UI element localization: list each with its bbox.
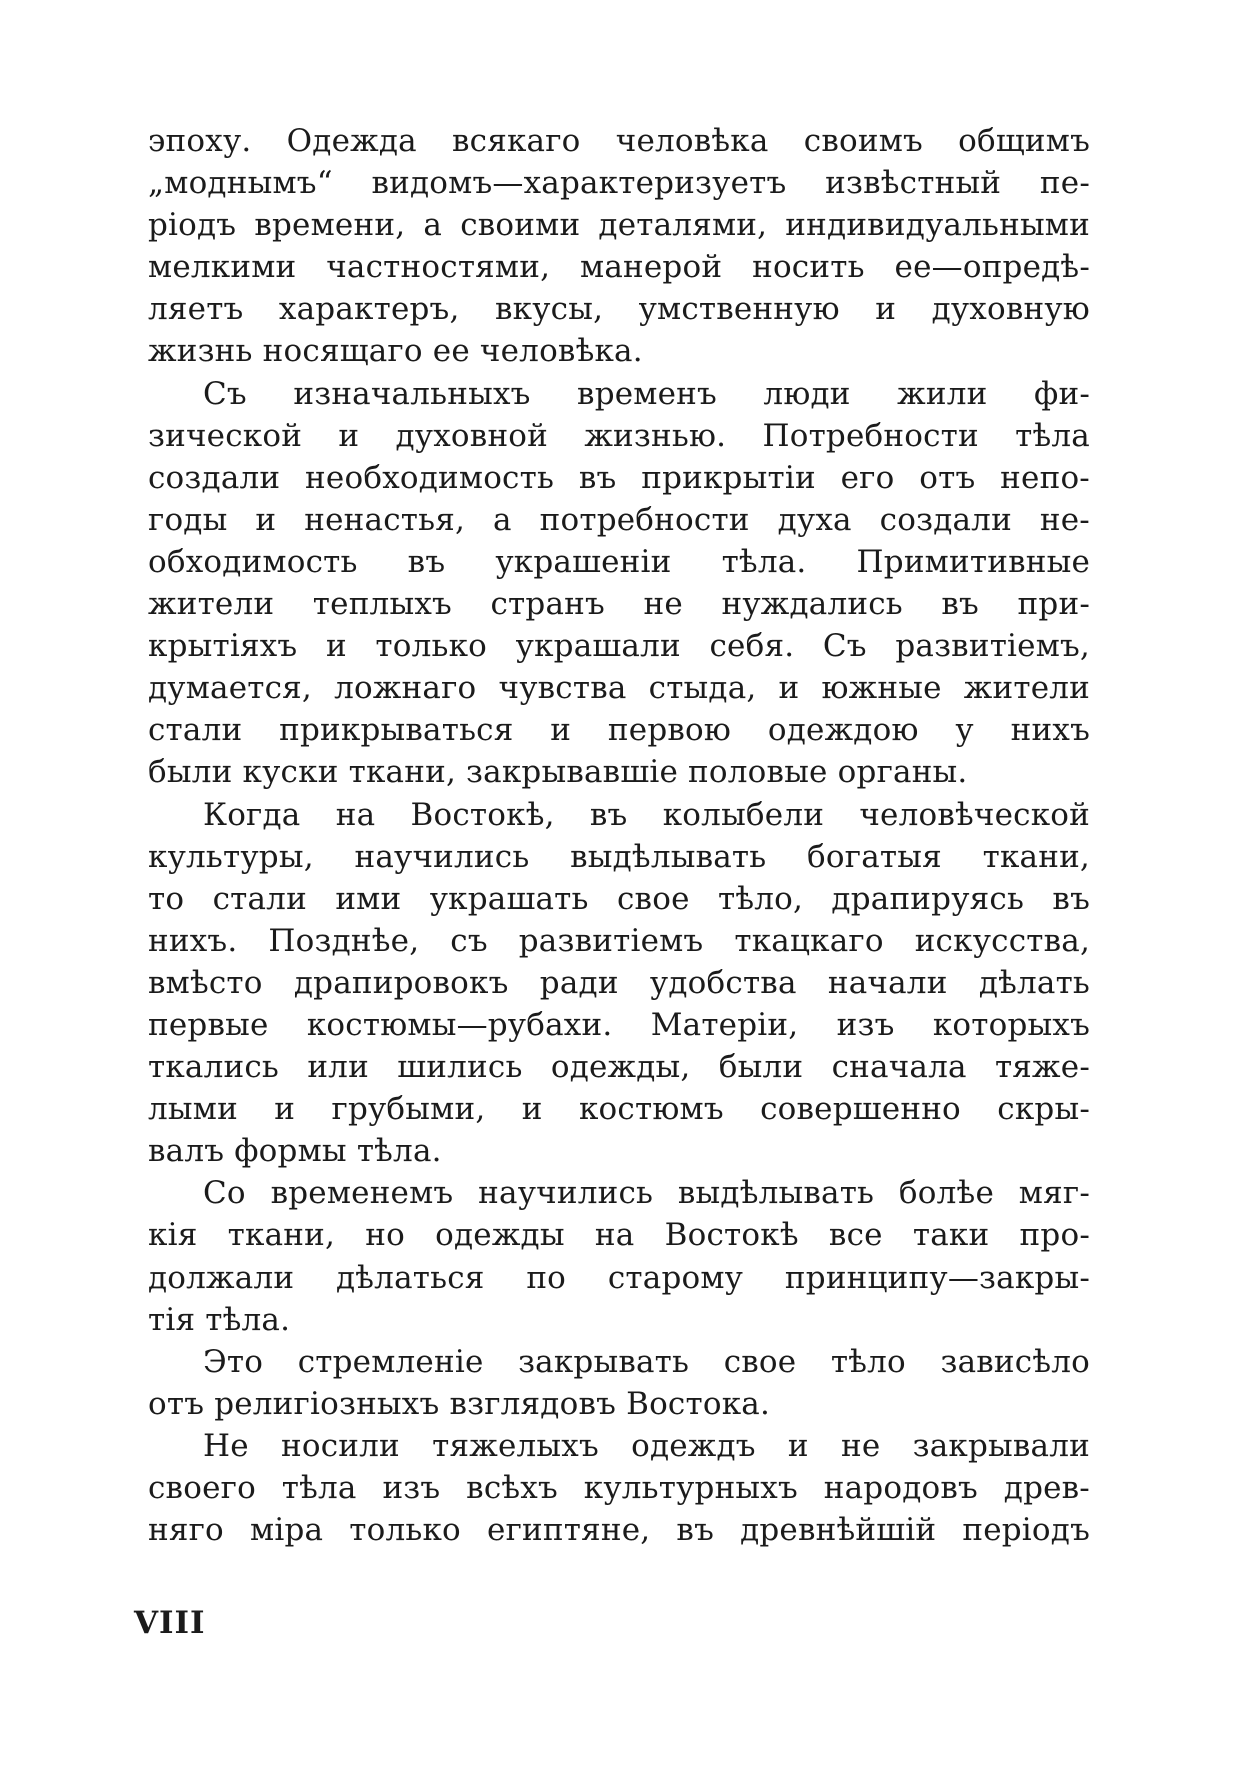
text-line: крытіяхъ и только украшали себя. Съ развитіемъ,	[148, 628, 1090, 665]
text-line: должали дѣлаться по старому принципу—закры-	[148, 1259, 1090, 1296]
text-line: создали необходимость въ прикрытіи его отъ непо-	[148, 459, 1090, 496]
text-line: то стали ими украшать свое тѣло, драпируясь въ	[148, 880, 1090, 917]
text-line: своего тѣла изъ всѣхъ культурныхъ народовъ древ-	[148, 1470, 1090, 1506]
text-line: зической и духовной жизнью. Потребности тѣла	[148, 417, 1090, 454]
text-line: годы и ненастья, а потребности духа создали не-	[148, 501, 1090, 538]
text-line: „моднымъ“ видомъ—характеризуетъ извѣстный пе-	[148, 165, 1090, 202]
text-line: жизнь носящаго ее человѣка.	[148, 333, 643, 370]
text-line: культуры, научились выдѣлывать богатыя ткани,	[148, 838, 1090, 875]
text-line: были куски ткани, закрывавшіе половые органы.	[148, 754, 968, 791]
text-line: лыми и грубыми, и костюмъ совершенно скры-	[148, 1091, 1090, 1128]
text-line: валъ формы тѣла.	[148, 1133, 442, 1170]
text-line: ляетъ характеръ, вкусы, умственную и духовную	[148, 291, 1090, 328]
paragraph	[148, 1172, 1090, 1340]
text-line: эпоху. Одежда всякаго человѣка своимъ общимъ	[148, 123, 1090, 159]
text-line: няго міра только египтяне, въ древнѣйшій періодъ	[148, 1512, 1090, 1549]
text-line: Это стремленіе закрывать свое тѣло зависѣло	[203, 1343, 1090, 1380]
paragraph	[148, 794, 1090, 1173]
text-line: жители теплыхъ странъ не нуждались въ при-	[148, 586, 1090, 623]
text-line: первые костюмы—рубахи. Матеріи, изъ которыхъ	[148, 1006, 1090, 1043]
text-line: нихъ. Позднѣе, съ развитіемъ ткацкаго искусства,	[148, 922, 1090, 959]
page-text-block	[148, 120, 1090, 1551]
text-line: тія тѣла.	[148, 1301, 291, 1338]
text-line: мелкими частностями, манерой носить ее—опредѣ-	[148, 249, 1090, 286]
text-line: ріодъ времени, а своими деталями, индивидуальными	[148, 207, 1090, 244]
text-line: кія ткани, но одежды на Востокѣ все таки про-	[148, 1217, 1090, 1254]
text-line: ткались или шились одежды, были сначала тяже-	[148, 1049, 1090, 1086]
text-line: думается, ложнаго чувства стыда, и южные жители	[148, 670, 1090, 707]
text-line: Когда на Востокѣ, въ колыбели человѣческой	[203, 796, 1090, 833]
text-line: отъ религіозныхъ взглядовъ Востока.	[148, 1385, 771, 1422]
text-line: Съ изначальныхъ временъ люди жили фи-	[203, 375, 1090, 412]
paragraph	[148, 1425, 1090, 1551]
text-line: Не носили тяжелыхъ одеждъ и не закрывали	[203, 1427, 1090, 1464]
text-line: стали прикрываться и первою одеждою у нихъ	[148, 712, 1090, 749]
paragraph	[148, 1341, 1090, 1425]
paragraph	[148, 120, 1090, 373]
text-line: вмѣсто драпировокъ ради удобства начали дѣлать	[148, 964, 1090, 1001]
page-number: VIII	[134, 1605, 206, 1641]
paragraph	[148, 373, 1090, 794]
text-line: обходимость въ украшеніи тѣла. Примитивные	[148, 543, 1090, 580]
text-line: Со временемъ научились выдѣлывать болѣе мяг-	[203, 1175, 1090, 1212]
